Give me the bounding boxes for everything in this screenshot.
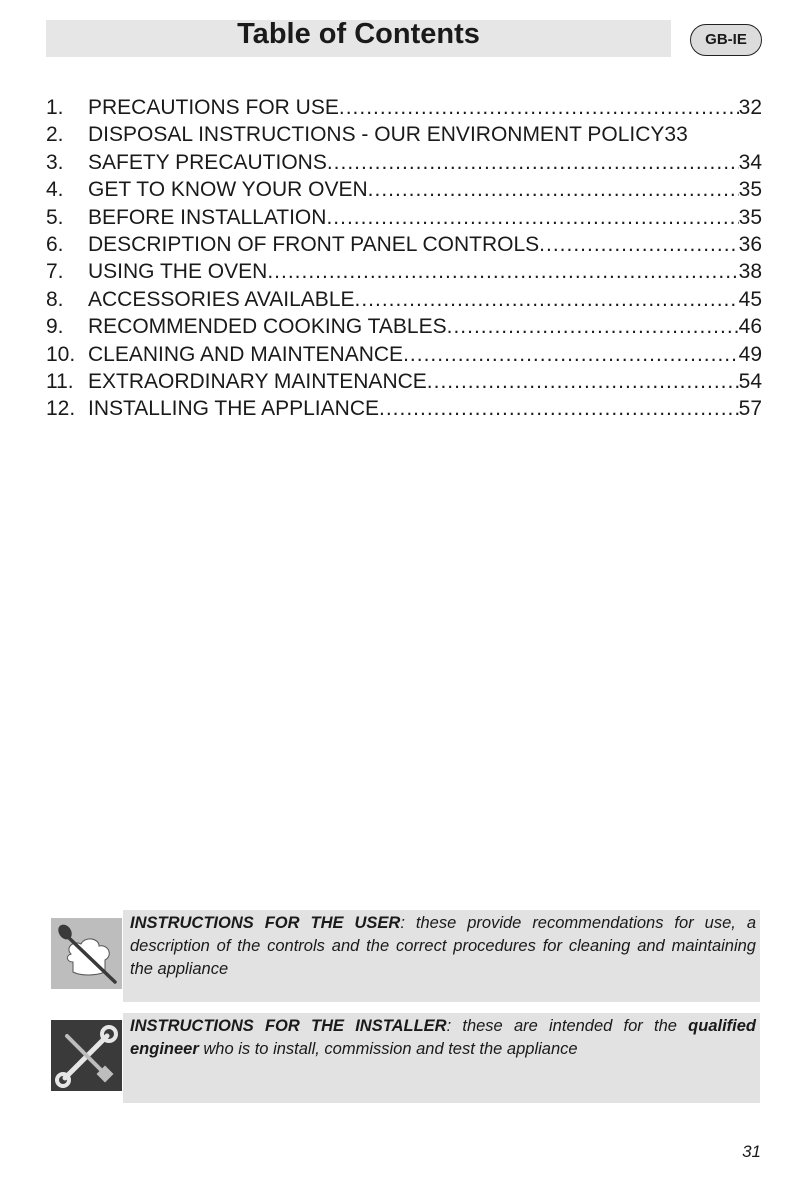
toc-leader xyxy=(379,395,739,422)
toc-number: 11. xyxy=(46,369,74,393)
toc-leader xyxy=(539,231,738,258)
toc-title: GET TO KNOW YOUR OVEN xyxy=(88,178,368,202)
user-instructions-text xyxy=(130,912,756,981)
toc-entry[interactable] xyxy=(46,395,762,422)
toc-entry[interactable] xyxy=(46,231,762,258)
toc-entry[interactable] xyxy=(46,176,762,203)
toc-title: PRECAUTIONS FOR USE xyxy=(88,96,339,119)
installer-instructions-body-end: who is to install, commission and test the appliance xyxy=(198,1040,578,1058)
toc-number: 4. xyxy=(46,178,64,202)
toc-title: DISPOSAL INSTRUCTIONS - OUR ENVIRONMENT POLICY xyxy=(88,123,665,147)
installer-emphasis: qualified engineer xyxy=(130,1017,756,1058)
toc-entry[interactable] xyxy=(46,149,762,176)
user-instructions-body: : these provide recommendations for use, a description of the controls and the correct procedures for cleaning and maintaining the appliance xyxy=(130,914,756,978)
toc-page: 35 xyxy=(738,178,762,202)
toc-leader xyxy=(403,341,739,368)
toc-page: 49 xyxy=(738,342,762,366)
installer-instructions-body: : these are intended for the xyxy=(446,1017,689,1035)
toc-number: 9. xyxy=(46,315,64,339)
toc-page: 54 xyxy=(738,369,762,393)
toc-leader xyxy=(326,204,738,231)
toc-leader xyxy=(327,149,739,176)
toc-entry[interactable] xyxy=(46,258,762,285)
toc-page: 33 xyxy=(664,123,688,147)
toc-number: 8. xyxy=(46,287,64,311)
toc-page: 45 xyxy=(738,287,762,311)
toc-title: BEFORE INSTALLATION xyxy=(88,205,327,229)
tools-icon xyxy=(51,1020,122,1091)
toc-number: 6. xyxy=(46,232,64,256)
installer-instructions-heading: INSTRUCTIONS FOR THE INSTALLER xyxy=(130,1017,447,1035)
toc-entry[interactable] xyxy=(46,313,762,340)
toc-entry[interactable] xyxy=(46,121,762,148)
toc-title: RECOMMENDED COOKING TABLES xyxy=(88,315,447,339)
toc-number: 12. xyxy=(46,397,76,421)
toc-title: DESCRIPTION OF FRONT PANEL CONTROLS xyxy=(88,232,540,256)
toc-number: 2. xyxy=(46,123,64,147)
toc-page: 46 xyxy=(738,315,762,339)
toc-leader xyxy=(447,313,739,340)
toc-number: 7. xyxy=(46,260,64,284)
toc-entry[interactable] xyxy=(46,368,762,395)
toc-title: CLEANING AND MAINTENANCE xyxy=(88,342,404,366)
user-instructions-note xyxy=(123,910,760,1002)
toc-page: 38 xyxy=(738,260,762,284)
table-of-contents xyxy=(46,94,762,423)
toc-title: EXTRAORDINARY MAINTENANCE xyxy=(88,369,427,393)
toc-page: 36 xyxy=(738,232,762,256)
toc-page: 35 xyxy=(738,205,762,229)
toc-entry[interactable] xyxy=(46,204,762,231)
toc-entry[interactable] xyxy=(46,94,762,121)
toc-leader xyxy=(355,286,739,313)
toc-title: INSTALLING THE APPLIANCE xyxy=(88,397,379,421)
installer-instructions-note xyxy=(123,1013,760,1103)
toc-entry[interactable] xyxy=(46,341,762,368)
page-number: 31 xyxy=(742,1142,761,1161)
toc-page: 34 xyxy=(738,150,762,174)
toc-number: 5. xyxy=(46,205,64,229)
page-title: Table of Contents xyxy=(237,18,480,50)
chef-spoon-icon xyxy=(51,918,122,989)
toc-leader xyxy=(267,258,738,285)
toc-title: SAFETY PRECAUTIONS xyxy=(88,150,327,174)
toc-number: 10. xyxy=(46,342,76,366)
toc-number: 1. xyxy=(46,96,64,119)
language-badge: GB-IE xyxy=(690,24,762,56)
toc-page: 32 xyxy=(738,96,762,119)
toc-entry[interactable] xyxy=(46,286,762,313)
toc-leader xyxy=(368,176,739,203)
user-instructions-heading: INSTRUCTIONS FOR THE USER xyxy=(130,914,401,932)
toc-title: ACCESSORIES AVAILABLE xyxy=(88,287,355,311)
toc-leader xyxy=(339,94,739,121)
toc-leader xyxy=(427,368,739,395)
toc-number: 3. xyxy=(46,150,64,174)
toc-page: 57 xyxy=(738,397,762,421)
toc-title: USING THE OVEN xyxy=(88,260,268,284)
installer-instructions-text xyxy=(130,1015,756,1061)
